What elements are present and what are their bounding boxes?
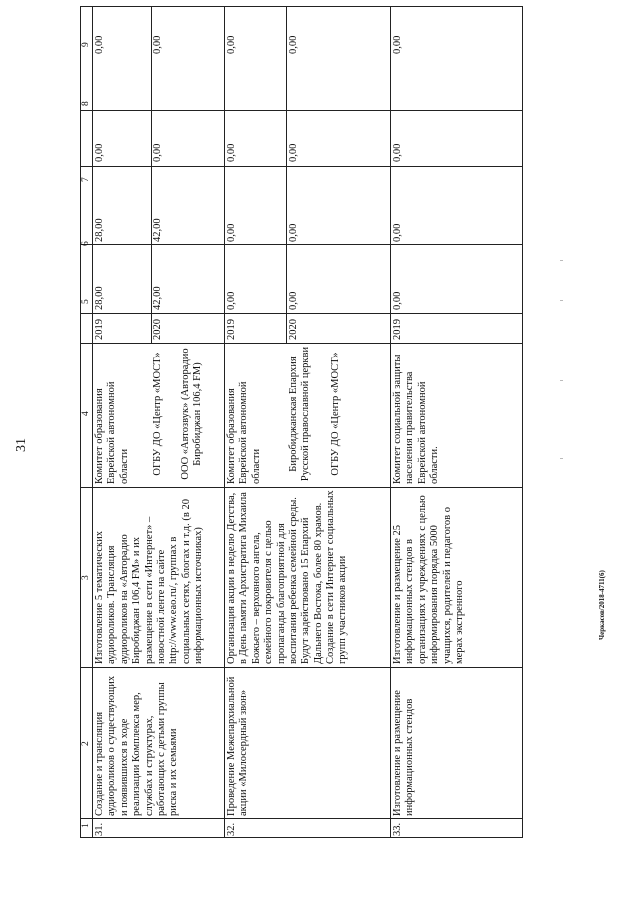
divider xyxy=(390,6,391,838)
row-executor: Биробиджанская Епархия Русской православной церкви xyxy=(288,346,312,482)
col-header-7: 7 xyxy=(81,177,91,182)
value-col9: 0,00 xyxy=(226,35,237,54)
divider xyxy=(80,667,523,668)
value-col7: 28,00 xyxy=(94,218,105,242)
value-col8: 0,00 xyxy=(392,143,403,162)
value-col9: 0,00 xyxy=(94,35,105,54)
row-executor: Комитет образования Еврейской автономной области xyxy=(226,381,262,484)
row-year: 2019 xyxy=(94,319,105,340)
row-executor: ООО «Автозвук» (Авторадио Биробиджан 106,4 FM) xyxy=(180,348,204,480)
row-executor: ОГБУ ДО «Центр «МОСТ» xyxy=(330,352,341,476)
value-col6: 0,00 xyxy=(392,291,403,310)
row-description: Организация акции в неделю Детства, в День памяти Архистратига Михаила Божьего – верховного ангела, семейного покровителя с целью пропаганды благоприятной для воспитания ребенка семейной среды. Будут задействовано 15 Епархий Дальнего Востока, более 80 храмов. Создание в сети Интернет социальных групп участников акции xyxy=(226,490,349,664)
divider xyxy=(80,244,523,245)
row-name: Создание и трансляция аудиороликов о существующих и появившихся в ходе реализации Комплекса мер, службах и структурах, работающих с детьми группы риска и их семьями xyxy=(94,675,180,816)
document-stamp: Черкасов/2018-4711(6) xyxy=(598,570,606,640)
col-header-2: 2 xyxy=(81,741,91,746)
value-col8: 0,00 xyxy=(288,143,299,162)
value-col8: 0,00 xyxy=(226,143,237,162)
row-description: Изготовление 5 тематических аудиороликов. Трансляция аудиороликов на «Авторадио Биробиджан 106,4 FM» и их размещение в сети «Интернет» – новостной ленте на сайте http://www.eao.ru/, группах в социальных сетях, блогах и т.д. (в 20 информационных источниках) xyxy=(94,499,204,664)
divider xyxy=(80,313,523,314)
row-year: 2020 xyxy=(288,319,299,340)
row-executor: Комитет образования Еврейской автономной области xyxy=(94,381,130,484)
value-col9: 0,00 xyxy=(288,35,299,54)
value-col7: 0,00 xyxy=(288,223,299,242)
col-header-5: 5 xyxy=(81,299,91,304)
row-executor: ОГБУ ДО «Центр «МОСТ» xyxy=(152,352,163,476)
value-col6: 28,00 xyxy=(94,286,105,310)
table-grid xyxy=(80,6,523,838)
col-header-9: 9 xyxy=(81,42,91,47)
value-col6: 0,00 xyxy=(288,291,299,310)
value-col6: 0,00 xyxy=(226,291,237,310)
col-header-4: 4 xyxy=(81,411,91,416)
col-header-8: 8 xyxy=(81,101,91,106)
row-executor: Комитет социальной защиты населения правительства Еврейской автономной области. xyxy=(392,354,441,484)
row-number: 33. xyxy=(392,822,403,836)
row-name: Проведение Межепархиальной акции «Милосердный звон» xyxy=(226,676,250,816)
col-header-6: 6 xyxy=(81,241,91,246)
row-year: 2019 xyxy=(226,319,237,340)
value-col9: 0,00 xyxy=(152,35,163,54)
scan-artifacts xyxy=(560,260,563,460)
row-year: 2020 xyxy=(152,319,163,340)
value-col7: 0,00 xyxy=(226,223,237,242)
value-col8: 0,00 xyxy=(94,143,105,162)
page-number: 31 xyxy=(14,438,29,452)
divider xyxy=(224,6,225,838)
divider xyxy=(80,110,523,111)
row-description: Изготовление и размещение 25 информационных стендов в организациях и учреждениях с целью информирования порядка 5000 учащихся, родителей и педагогов о мерах экстренного xyxy=(392,495,465,664)
divider xyxy=(92,6,93,838)
divider xyxy=(80,166,523,167)
row-name: Изготовление и размещение информационных стендов xyxy=(392,690,416,816)
col-header-1: 1 xyxy=(81,823,91,828)
row-year: 2019 xyxy=(392,319,403,340)
row-number: 32. xyxy=(226,822,237,836)
value-col8: 0,00 xyxy=(152,143,163,162)
col-header-3: 3 xyxy=(81,575,91,580)
row-number: 31. xyxy=(94,822,105,836)
divider xyxy=(286,6,287,344)
value-col7: 0,00 xyxy=(392,223,403,242)
value-col9: 0,00 xyxy=(392,35,403,54)
divider xyxy=(80,818,523,819)
value-col6: 42,00 xyxy=(152,286,163,310)
divider xyxy=(80,6,523,7)
value-col7: 42,00 xyxy=(152,218,163,242)
